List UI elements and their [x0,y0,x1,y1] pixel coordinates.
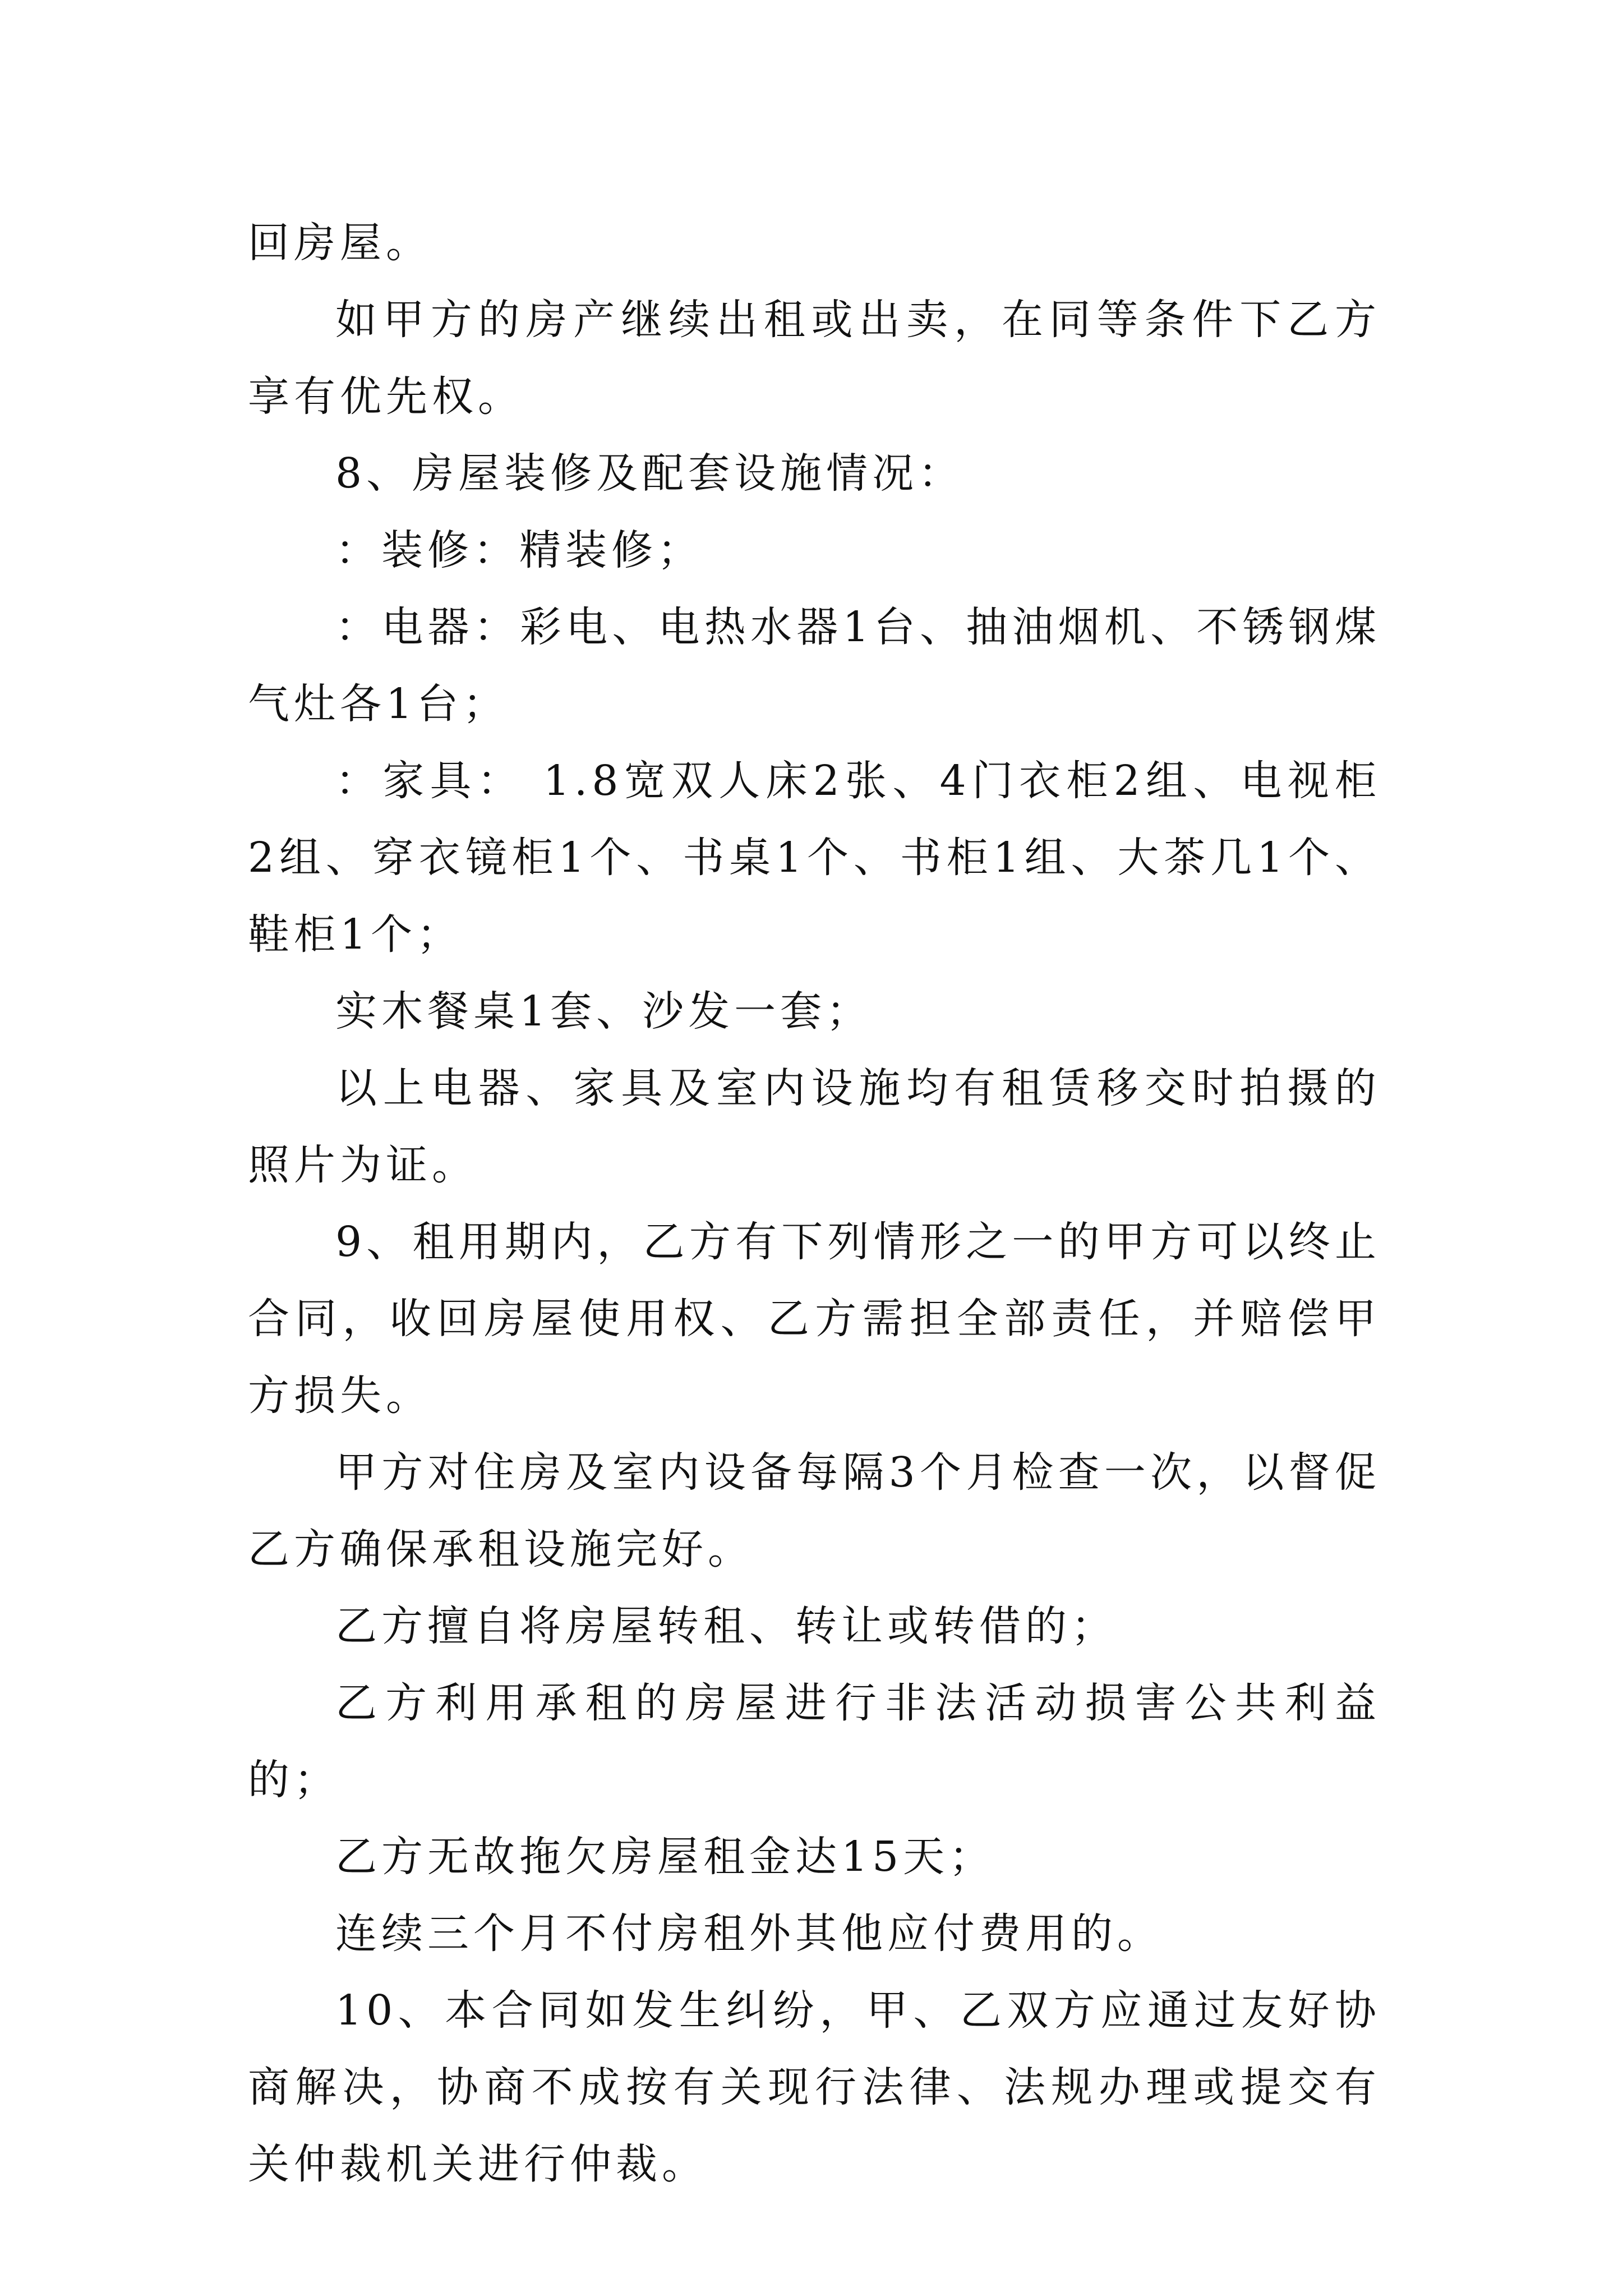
paragraph: 乙方擅自将房屋转租、转让或转借的； [335,1602,1117,1650]
section-heading: 10、本合同如发生纠纷，甲、乙双方应通过友好协商解决，协商不成按有关现行法律、法规办理或提交有关仲裁机关进行仲裁。 [248,1986,1381,2188]
paragraph: 甲方对住房及室内设备每隔3个月检查一次，以督促乙方确保承租设施完好。 [248,1448,1381,1573]
paragraph: 如甲方的房产继续出租或出卖，在同等条件下乙方享有优先权。 [248,296,1381,421]
paragraph: 乙方无故拖欠房屋租金达15天； [335,1833,995,1881]
paragraph: 乙方利用承租的房屋进行非法活动损害公共利益的； [248,1679,1381,1804]
section-heading: 9、租用期内，乙方有下列情形之一的甲方可以终止合同，收回房屋使用权、乙方需担全部责任，并赔偿甲方损失。 [248,1218,1381,1420]
section-heading: 8、房屋装修及配套设施情况： [335,449,965,498]
paragraph: 以上电器、家具及室内设施均有租赁移交时拍摄的照片为证。 [248,1064,1381,1189]
paragraph: 实木餐桌1套、沙发一套； [335,987,873,1036]
paragraph: ：家具： 1.8宽双人床2张、4门衣柜2组、电视柜2组、穿衣镜柜1个、书桌1个、书柜1组、大茶几1个、鞋柜1个； [248,757,1381,959]
paragraph: ：装修：精装修； [335,526,703,574]
paragraph: 回房屋。 [248,219,432,267]
paragraph: ：电器：彩电、电热水器1台、抽油烟机、不锈钢煤气灶各1台； [248,603,1381,728]
paragraph: 连续三个月不付房租外其他应付费用的。 [335,1910,1163,1958]
contract-body [248,205,1381,2203]
